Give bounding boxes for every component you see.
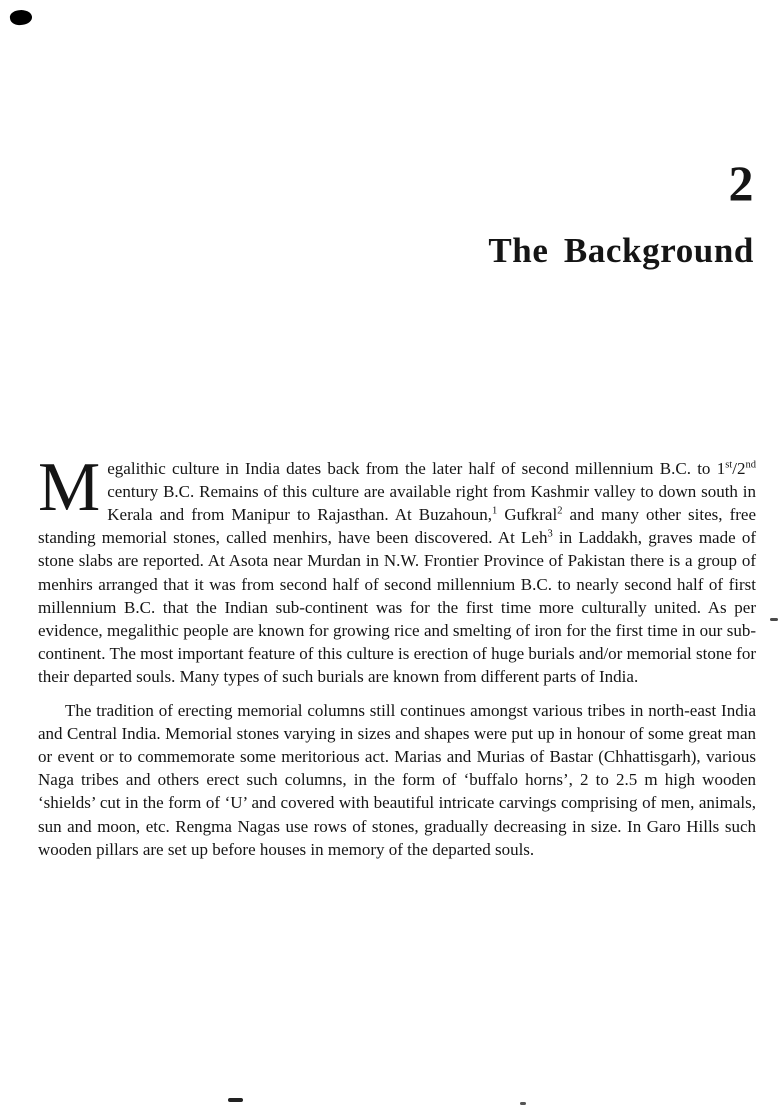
scan-artifact (770, 618, 778, 621)
paragraph-2: The tradition of erecting memorial columns still continues amongst various tribes in north-east India and Central India. Memorial stones varying in sizes and shapes were put up in honour of some great man or event or to commemorate some meritorious act. Marias and Murias of Bastar (Chhattisgarh), various Naga tribes and others erect such columns, in the form of ‘buffalo horns’, 2 to 2.5 m high wooden ‘shields’ cut in the form of ‘U’ and covered with beautiful intricate carvings comprising of men, animals, sun and moon, etc. Rengma Nagas use rows of stones, gradually decreasing in size. In Garo Hills such wooden pillars are set up before houses in memory of the departed souls. (38, 700, 756, 859)
footnote-marker: 3 (547, 528, 553, 540)
page-body (38, 448, 756, 861)
paragraph-text: egalithic culture in India dates back from the later half of second millennium B.C. to 1 (107, 458, 726, 478)
paragraph-text: and many other sites, free standing memorial stones, called menhirs, have been discovered. At Leh (38, 504, 756, 548)
chapter-title: The Background (488, 231, 754, 270)
paragraph-text: Gufkral (497, 504, 558, 524)
paragraph-text: in Laddakh, graves made of stone slabs are reported. At Asota near Murdan in N.W. Frontier Province of Pakistan there is a group of menhirs arranged that it was from second half of second millennium B.C. to nearly second half of first millennium B.C. that the Indian sub-continent was for the first time more culturally united. As per evidence, megalithic people are known for growing rice and smelting of iron for the first time in our sub-continent. The most important feature of this culture is erection of huge burials and/or memorial stone for their departed souls. Many types of such burials are known from different parts of India. (38, 528, 756, 687)
paragraph-text: century B.C. Remains of this culture are available right from Kashmir valley to down south in Kerala and from Manipur to Rajasthan. At Buzahoun, (107, 481, 756, 524)
superscript-ordinal: nd (745, 458, 756, 470)
superscript-ordinal: st (725, 458, 733, 470)
footnote-marker: 1 (491, 505, 498, 517)
scan-artifact (228, 1098, 243, 1102)
footnote-marker: 2 (557, 505, 563, 517)
paragraph-text: /2 (732, 458, 746, 478)
drop-cap: M (38, 448, 101, 526)
chapter-header (0, 0, 780, 271)
chapter-number: 2 (728, 155, 754, 211)
paragraph-1 (38, 448, 756, 689)
scan-artifact (520, 1102, 526, 1105)
